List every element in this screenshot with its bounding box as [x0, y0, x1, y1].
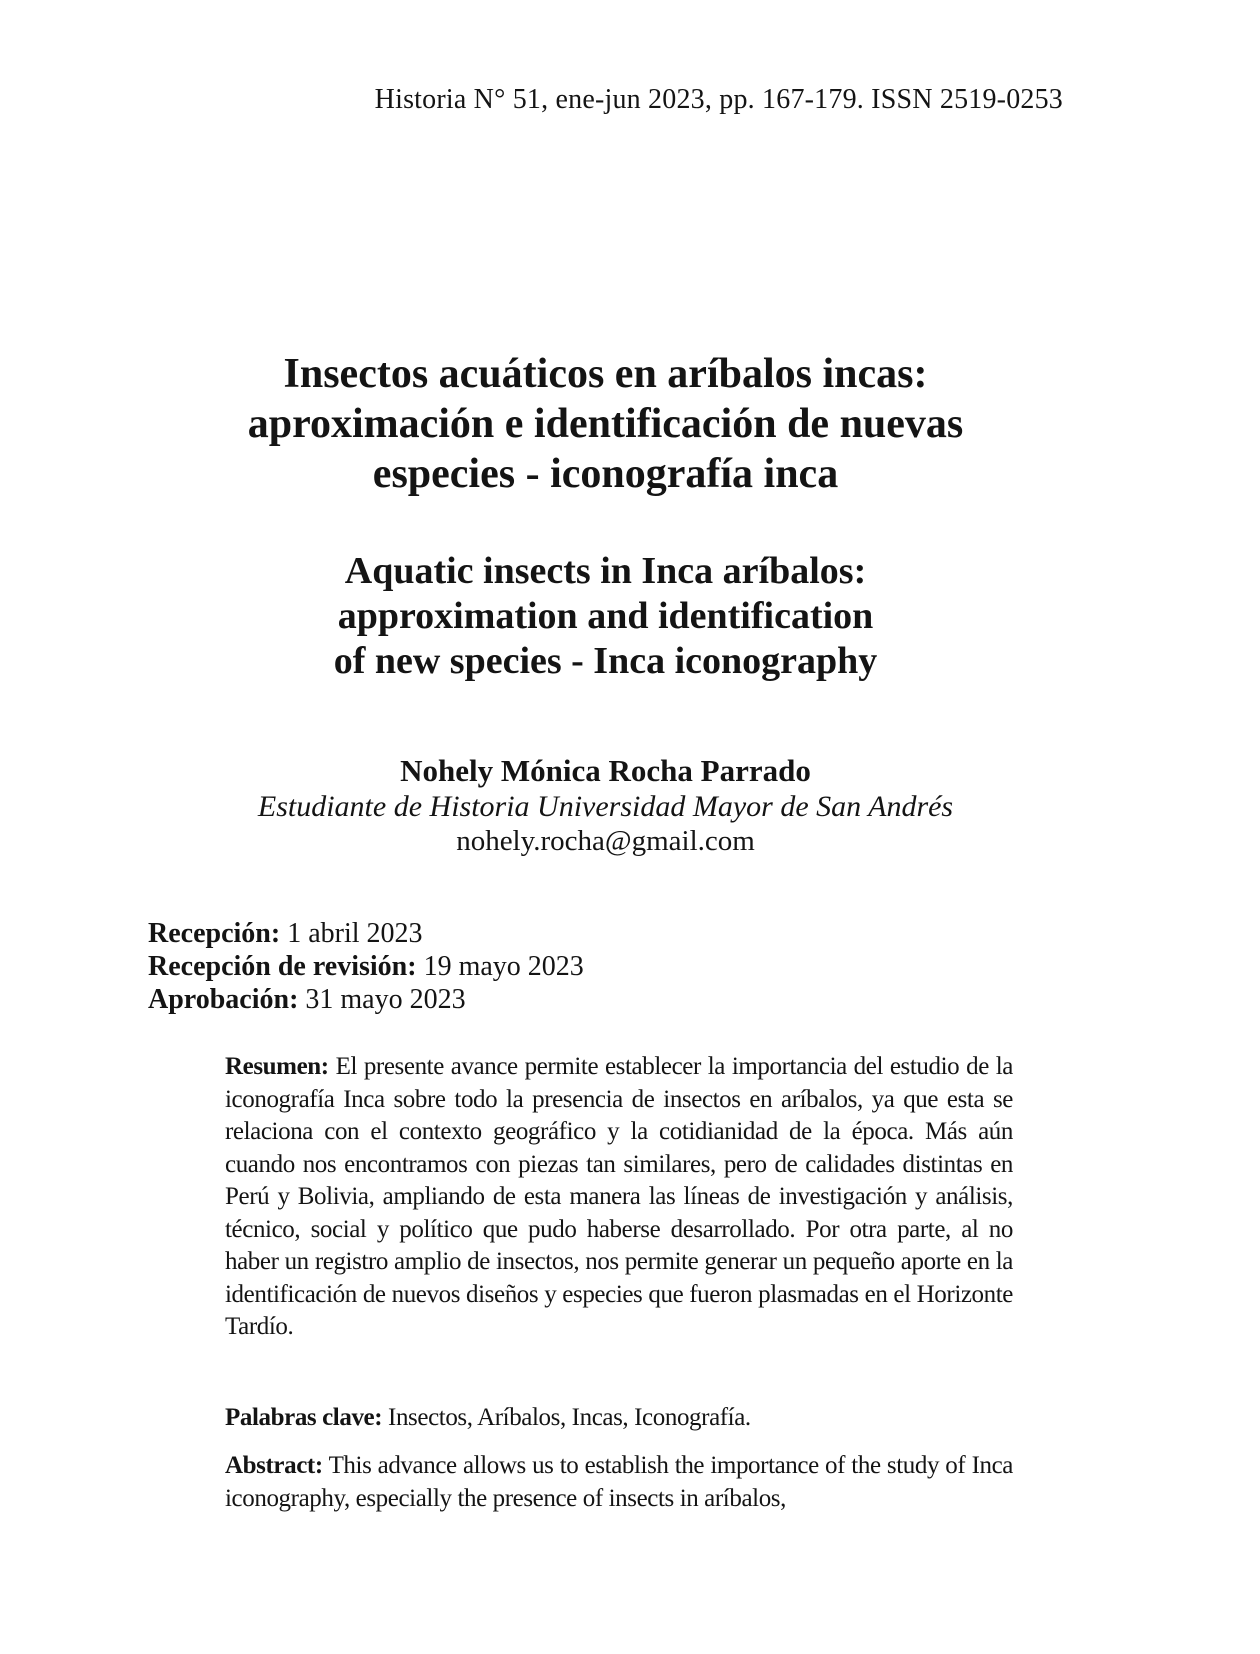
approval-date-label: Aprobación:: [148, 984, 299, 1015]
title-spanish-line-1: Insectos acuáticos en aríbalos incas:: [283, 351, 928, 397]
approval-date-row: [148, 983, 584, 1016]
title-english: [148, 549, 1063, 684]
title-english-line-1: Aquatic insects in Inca aríbalos:: [344, 550, 867, 592]
revision-date-value: 19 mayo 2023: [423, 951, 584, 982]
journal-header-line: Historia N° 51, ene-jun 2023, pp. 167-179. ISSN 2519-0253: [374, 84, 1063, 115]
reception-date-row: [148, 917, 584, 950]
abstract-label: Abstract:: [225, 1452, 323, 1479]
keywords-paragraph: [225, 1402, 1013, 1435]
title-spanish-line-3: especies - iconografía inca: [372, 451, 839, 497]
approval-date-value: 31 mayo 2023: [305, 984, 466, 1015]
title-spanish: [148, 349, 1063, 499]
author-affiliation: Estudiante de Historia Universidad Mayor de San Andrés: [257, 790, 954, 823]
title-english-line-2: approximation and identification: [337, 595, 874, 637]
revision-date-row: [148, 950, 584, 983]
author-email: nohely.rocha@gmail.com: [456, 825, 755, 857]
revision-date-label: Recepción de revisión:: [148, 951, 417, 982]
reception-date-value: 1 abril 2023: [287, 918, 423, 949]
abstract-text: This advance allows us to establish the importance of the study of Inca iconography, especially the presence of insects in aríbalos,: [225, 1452, 1013, 1512]
keywords-label: Palabras clave:: [225, 1404, 383, 1431]
keywords-text: Insectos, Aríbalos, Incas, Iconografía.: [388, 1404, 751, 1431]
submission-dates: [148, 917, 584, 1016]
author-block: [148, 753, 1063, 858]
title-english-line-3: of new species - Inca iconography: [333, 640, 878, 682]
resumen-label: Resumen:: [225, 1053, 329, 1080]
resumen-text: El presente avance permite establecer la importancia del estudio de la iconografía Inca sobre todo la presencia de insectos en aríbalos, ya que esta se relaciona con el contexto geográfico y la cotidianidad de la época. Más aún cuando nos encontramos con piezas tan similares, pero de calidades distintas en Perú y Bolivia, ampliando de esta manera las líneas de investigación y análisis, técnico, social y político que pudo haberse desarrollado. Por otra parte, al no haber un registro amplio de insectos, nos permite generar un pequeño aporte en la identificación de nuevos diseños y especies que fueron plasmadas en el Horizonte Tardío.: [225, 1053, 1013, 1340]
page-content: [148, 0, 1063, 1654]
abstract-paragraph: [225, 1450, 1013, 1515]
author-name: Nohely Mónica Rocha Parrado: [400, 753, 811, 788]
resumen-paragraph: [225, 1051, 1013, 1344]
reception-date-label: Recepción:: [148, 918, 281, 949]
title-spanish-line-2: aproximación e identificación de nuevas: [247, 401, 964, 447]
